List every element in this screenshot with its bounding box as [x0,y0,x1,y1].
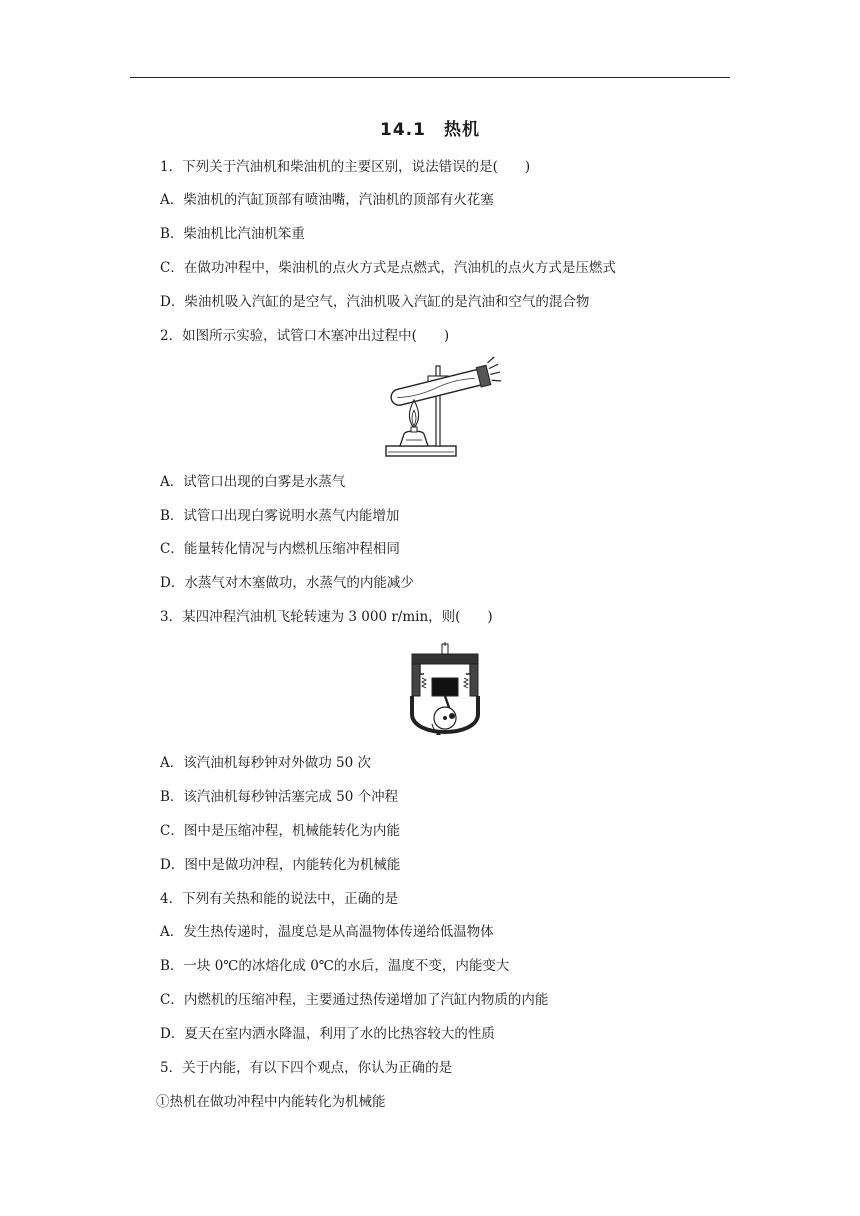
q1-stem: 1．下列关于汽油机和柴油机的主要区别，说法错误的是( ) [160,159,531,175]
q2-option-d: D．水蒸气对木塞做功，水蒸气的内能减少 [160,575,414,591]
q1-option-c: C．在做功冲程中，柴油机的点火方式是点燃式，汽油机的点火方式是压燃式 [160,260,616,276]
q3-option-c: C．图中是压缩冲程，机械能转化为内能 [160,823,400,839]
q4-stem: 4．下列有关热和能的说法中，正确的是 [160,891,399,907]
header-rule [130,77,730,78]
q2-option-c: C．能量转化情况与内燃机压缩冲程相同 [160,541,400,557]
q3-option-d: D．图中是做功冲程，内能转化为机械能 [160,857,401,873]
q1-option-d: D．柴油机吸入汽缸的是空气，汽油机吸入汽缸的是汽油和空气的混合物 [160,294,590,310]
q4-option-d: D．夏天在室内洒水降温，利用了水的比热容较大的性质 [160,1026,495,1042]
q3-option-a: A．该汽油机每秒钟对外做功 50 次 [160,755,372,771]
q5-item-1: ①热机在做功冲程中内能转化为机械能 [156,1094,386,1110]
q3-stem: 3．某四冲程汽油机飞轮转速为 3 000 r/min，则( ) [160,609,493,625]
q2-stem: 2．如图所示实验，试管口木塞冲出过程中( ) [160,328,450,344]
q5-stem: 5．关于内能，有以下四个观点，你认为正确的是 [160,1060,453,1076]
q1-option-b: B．柴油机比汽油机笨重 [160,226,305,242]
q4-option-a: A．发生热传递时，温度总是从高温物体传递给低温物体 [160,924,494,940]
test-tube-experiment-figure [376,356,506,462]
q2-option-b: B．试管口出现白雾说明水蒸气内能增加 [160,508,400,524]
q2-option-a: A．试管口出现的白雾是水蒸气 [160,474,346,490]
q1-option-a: A．柴油机的汽缸顶部有喷油嘴，汽油机的顶部有火花塞 [160,192,494,208]
q4-option-c: C．内燃机的压缩冲程，主要通过热传递增加了汽缸内物质的内能 [160,992,549,1008]
q4-option-b: B．一块 0℃的冰熔化成 0℃的水后，温度不变，内能变大 [160,958,510,974]
q3-option-b: B．该汽油机每秒钟活塞完成 50 个冲程 [160,789,399,805]
engine-cylinder-figure [408,642,484,744]
page-title: 14.1 热机 [380,120,480,140]
